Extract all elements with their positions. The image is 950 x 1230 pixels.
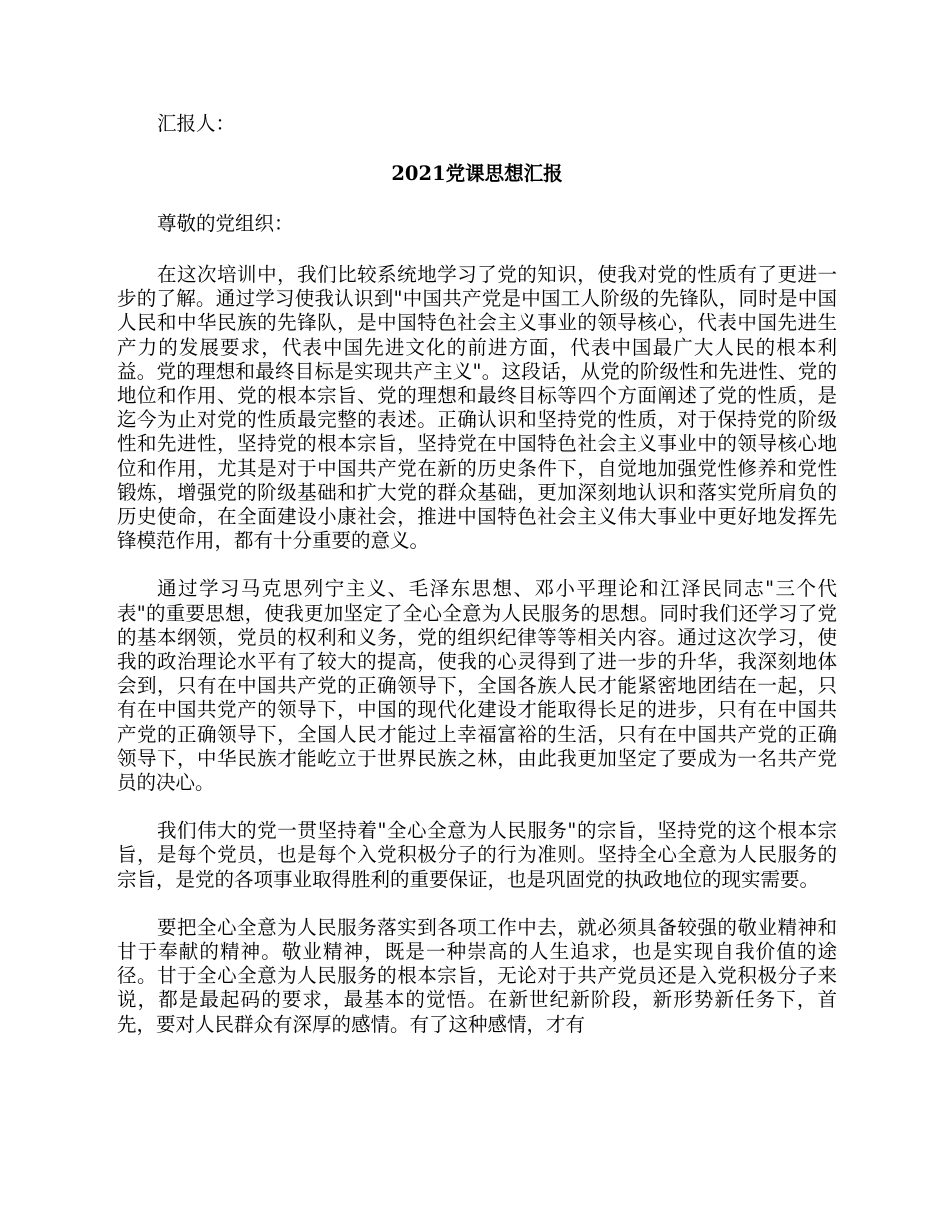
document-page <box>117 112 837 1056</box>
reporter-label: 汇报人： <box>157 112 236 135</box>
paragraph-2: 通过学习马克思列宁主义、毛泽东思想、邓小平理论和江泽民同志"三个代表"的重要思想，使我更加坚定了全心全意为人民服务的思想。同时我们还学习了党的基本纲领，党员的权利和义务，党的组织纪律等等相关内容。通过这次学习，使我的政治理论水平有了较大的提高，使我的心灵得到了进一步的升华，我深刻地体会到，只有在中国共产党的正确领导下，全国各族人民才能紧密地团结在一起，只有在中国共党产的领导下，中国的现代化建设才能取得长足的进步，只有在中国共产党的正确领导下，全国人民才能过上幸福富裕的生活，只有在中国共产党的正确领导下，中华民族才能屹立于世界民族之林，由此我更加坚定了要成为一名共产党员的决心。 <box>117 577 837 795</box>
document-title: 2021党课思想汇报 <box>391 162 563 185</box>
paragraph-4: 要把全心全意为人民服务落实到各项工作中去，就必须具备较强的敬业精神和甘于奉献的精神。敬业精神，既是一种崇高的人生追求，也是实现自我价值的途径。甘于全心全意为人民服务的根本宗旨，无论对于共产党员还是入党积极分子来说，都是最起码的要求，最基本的觉悟。在新世纪新阶段，新形势新任务下，首先，要对人民群众有深厚的感情。有了这种感情，才有 <box>117 915 837 1036</box>
paragraph-1: 在这次培训中，我们比较系统地学习了党的知识，使我对党的性质有了更进一步的了解。通过学习使我认识到"中国共产党是中国工人阶级的先锋队，同时是中国人民和中华民族的先锋队，是中国特色社会主义事业的领导核心，代表中国先进生产力的发展要求，代表中国先进文化的前进方面，代表中国最广大人民的根本利益。党的理想和最终目标是实现共产主义"。这段话，从党的阶级性和先进性、党的地位和作用、党的根本宗旨、党的理想和最终目标等四个方面阐述了党的性质，是迄今为止对党的性质最完整的表述。正确认识和坚持党的性质，对于保持党的阶级性和先进性，坚持党的根本宗旨，坚持党在中国特色社会主义事业中的领导核心地位和作用，尤其是对于中国共产党在新的历史条件下，自觉地加强党性修养和党性锻炼，增强党的阶级基础和扩大党的群众基础，更加深刻地认识和落实党所肩负的历史使命，在全面建设小康社会，推进中国特色社会主义伟大事业中更好地发挥先锋模范作用，都有十分重要的意义。 <box>117 263 837 553</box>
paragraph-3: 我们伟大的党一贯坚持着"全心全意为人民服务"的宗旨，坚持党的这个根本宗旨，是每个党员，也是每个入党积极分子的行为准则。坚持全心全意为人民服务的宗旨，是党的各项事业取得胜利的重要保证，也是巩固党的执政地位的现实需要。 <box>117 819 837 891</box>
salutation: 尊敬的党组织： <box>157 212 294 235</box>
